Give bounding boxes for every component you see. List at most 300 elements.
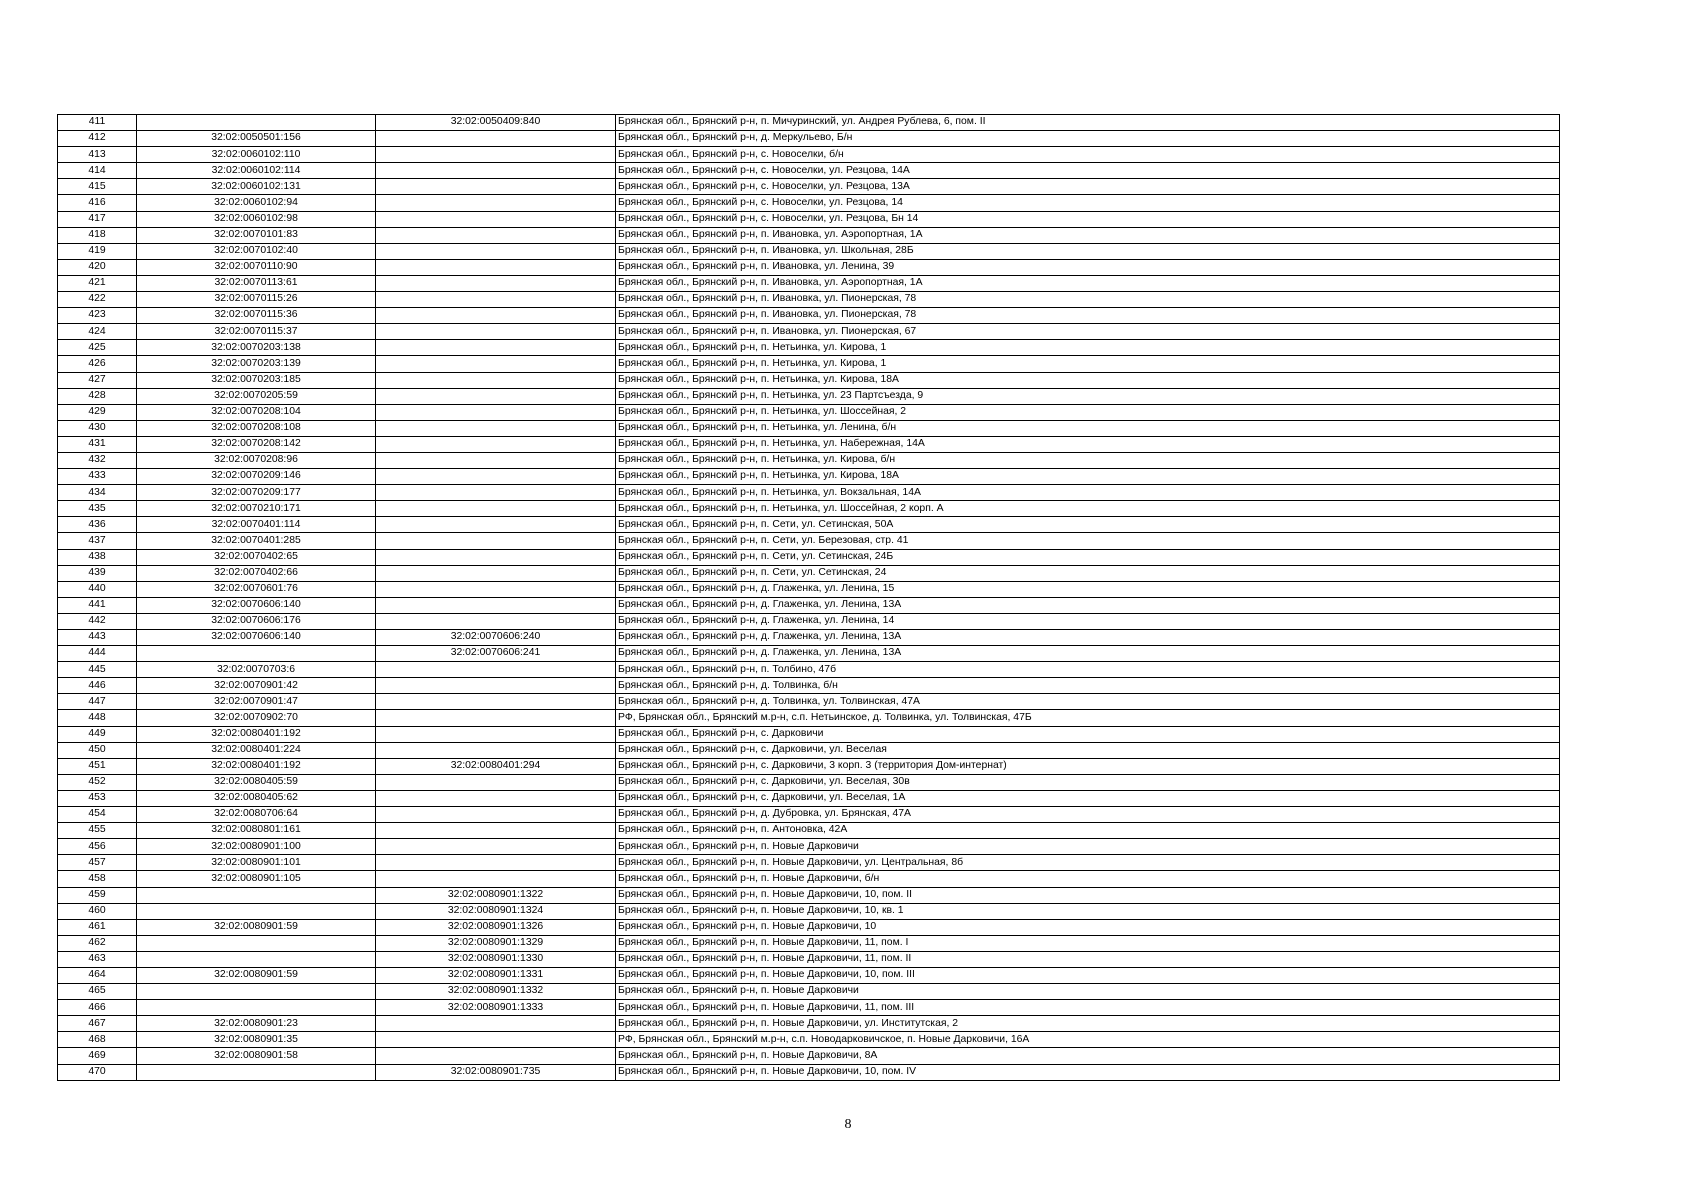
- row-number-cell: 443: [58, 630, 137, 646]
- address-cell: Брянская обл., Брянский р-н, п. Новые Дарковичи, 10, пом. II: [616, 887, 1560, 903]
- land-cadastral-number-cell: 32:02:0070401:285: [137, 533, 376, 549]
- row-number-cell: 448: [58, 710, 137, 726]
- table-row: [58, 694, 1560, 710]
- table-row: [58, 613, 1560, 629]
- object-cadastral-number-cell: [376, 259, 616, 275]
- address-cell: Брянская обл., Брянский р-н, п. Ивановка, ул. Пионерская, 78: [616, 292, 1560, 308]
- table-row: [58, 436, 1560, 452]
- address-cell: Брянская обл., Брянский р-н, п. Нетьинка, ул. Кирова, 18А: [616, 372, 1560, 388]
- land-cadastral-number-cell: 32:02:0080401:192: [137, 758, 376, 774]
- row-number-cell: 434: [58, 485, 137, 501]
- address-cell: Брянская обл., Брянский р-н, п. Новые Дарковичи: [616, 839, 1560, 855]
- table-row: [58, 485, 1560, 501]
- address-cell: Брянская обл., Брянский р-н, п. Новые Дарковичи, 11, пом. II: [616, 951, 1560, 967]
- row-number-cell: 453: [58, 790, 137, 806]
- address-cell: Брянская обл., Брянский р-н, п. Новые Дарковичи, ул. Институтская, 2: [616, 1016, 1560, 1032]
- row-number-cell: 470: [58, 1064, 137, 1080]
- row-number-cell: 422: [58, 292, 137, 308]
- object-cadastral-number-cell: [376, 839, 616, 855]
- land-cadastral-number-cell: 32:02:0080901:35: [137, 1032, 376, 1048]
- row-number-cell: 469: [58, 1048, 137, 1064]
- row-number-cell: 457: [58, 855, 137, 871]
- row-number-cell: 421: [58, 275, 137, 291]
- row-number-cell: 429: [58, 404, 137, 420]
- object-cadastral-number-cell: 32:02:0080901:1322: [376, 887, 616, 903]
- object-cadastral-number-cell: [376, 195, 616, 211]
- address-cell: Брянская обл., Брянский р-н, п. Ивановка, ул. Школьная, 28Б: [616, 243, 1560, 259]
- address-cell: Брянская обл., Брянский р-н, п. Новые Дарковичи, 8А: [616, 1048, 1560, 1064]
- land-cadastral-number-cell: 32:02:0080901:23: [137, 1016, 376, 1032]
- land-cadastral-number-cell: 32:02:0070902:70: [137, 710, 376, 726]
- object-cadastral-number-cell: [376, 1032, 616, 1048]
- table-row: [58, 1016, 1560, 1032]
- object-cadastral-number-cell: 32:02:0080901:1333: [376, 1000, 616, 1016]
- object-cadastral-number-cell: 32:02:0070606:241: [376, 646, 616, 662]
- land-cadastral-number-cell: 32:02:0070210:171: [137, 501, 376, 517]
- address-cell: Брянская обл., Брянский р-н, д. Глаженка, ул. Ленина, 13А: [616, 597, 1560, 613]
- object-cadastral-number-cell: [376, 388, 616, 404]
- land-cadastral-number-cell: [137, 903, 376, 919]
- address-cell: Брянская обл., Брянский р-н, п. Сети, ул. Сетинская, 50А: [616, 517, 1560, 533]
- land-cadastral-number-cell: [137, 935, 376, 951]
- table-row: [58, 758, 1560, 774]
- land-cadastral-number-cell: 32:02:0080901:100: [137, 839, 376, 855]
- address-cell: Брянская обл., Брянский р-н, с. Дарковичи, ул. Веселая, 1А: [616, 790, 1560, 806]
- land-cadastral-number-cell: 32:02:0070203:185: [137, 372, 376, 388]
- land-cadastral-number-cell: 32:02:0070401:114: [137, 517, 376, 533]
- address-cell: Брянская обл., Брянский р-н, с. Дарковичи, 3 корп. 3 (территория Дом-интернат): [616, 758, 1560, 774]
- row-number-cell: 442: [58, 613, 137, 629]
- table-row: [58, 324, 1560, 340]
- address-cell: Брянская обл., Брянский р-н, с. Дарковичи, ул. Веселая: [616, 742, 1560, 758]
- land-cadastral-number-cell: 32:02:0060102:131: [137, 179, 376, 195]
- table-row: [58, 742, 1560, 758]
- address-cell: Брянская обл., Брянский р-н, д. Глаженка, ул. Ленина, 15: [616, 581, 1560, 597]
- object-cadastral-number-cell: [376, 211, 616, 227]
- object-cadastral-number-cell: [376, 774, 616, 790]
- address-cell: Брянская обл., Брянский р-н, д. Глаженка, ул. Ленина, 13А: [616, 646, 1560, 662]
- address-cell: Брянская обл., Брянский р-н, с. Новоселки, ул. Резцова, Бн 14: [616, 211, 1560, 227]
- table-row: [58, 662, 1560, 678]
- row-number-cell: 466: [58, 1000, 137, 1016]
- object-cadastral-number-cell: [376, 517, 616, 533]
- address-cell: Брянская обл., Брянский р-н, д. Дубровка, ул. Брянская, 47А: [616, 807, 1560, 823]
- table-row: [58, 967, 1560, 983]
- object-cadastral-number-cell: [376, 823, 616, 839]
- object-cadastral-number-cell: [376, 726, 616, 742]
- table-row: [58, 147, 1560, 163]
- table-row: [58, 501, 1560, 517]
- object-cadastral-number-cell: [376, 871, 616, 887]
- object-cadastral-number-cell: [376, 1048, 616, 1064]
- land-cadastral-number-cell: 32:02:0070606:176: [137, 613, 376, 629]
- object-cadastral-number-cell: [376, 292, 616, 308]
- address-cell: Брянская обл., Брянский р-н, д. Толвинка, ул. Толвинская, 47А: [616, 694, 1560, 710]
- row-number-cell: 467: [58, 1016, 137, 1032]
- object-cadastral-number-cell: [376, 243, 616, 259]
- land-cadastral-number-cell: 32:02:0080901:101: [137, 855, 376, 871]
- table-row: [58, 533, 1560, 549]
- object-cadastral-number-cell: [376, 807, 616, 823]
- object-cadastral-number-cell: [376, 469, 616, 485]
- table-row: [58, 774, 1560, 790]
- land-cadastral-number-cell: 32:02:0070901:42: [137, 678, 376, 694]
- object-cadastral-number-cell: [376, 485, 616, 501]
- row-number-cell: 436: [58, 517, 137, 533]
- row-number-cell: 464: [58, 967, 137, 983]
- row-number-cell: 447: [58, 694, 137, 710]
- land-cadastral-number-cell: 32:02:0060102:110: [137, 147, 376, 163]
- table-row: [58, 1000, 1560, 1016]
- row-number-cell: 439: [58, 565, 137, 581]
- row-number-cell: 428: [58, 388, 137, 404]
- address-cell: Брянская обл., Брянский р-н, с. Новоселки, ул. Резцова, 14А: [616, 163, 1560, 179]
- address-cell: Брянская обл., Брянский р-н, п. Толбино, 47б: [616, 662, 1560, 678]
- land-cadastral-number-cell: 32:02:0070601:76: [137, 581, 376, 597]
- row-number-cell: 419: [58, 243, 137, 259]
- address-cell: Брянская обл., Брянский р-н, п. Нетьинка, ул. Вокзальная, 14А: [616, 485, 1560, 501]
- table-row: [58, 984, 1560, 1000]
- land-cadastral-number-cell: 32:02:0070205:59: [137, 388, 376, 404]
- table-row: [58, 372, 1560, 388]
- land-cadastral-number-cell: [137, 887, 376, 903]
- address-cell: Брянская обл., Брянский р-н, с. Новоселки, ул. Резцова, 14: [616, 195, 1560, 211]
- object-cadastral-number-cell: 32:02:0080901:1329: [376, 935, 616, 951]
- land-cadastral-number-cell: 32:02:0080901:58: [137, 1048, 376, 1064]
- address-cell: Брянская обл., Брянский р-н, п. Нетьинка, ул. Кирова, 1: [616, 356, 1560, 372]
- land-cadastral-number-cell: [137, 646, 376, 662]
- table-row: [58, 115, 1560, 131]
- row-number-cell: 433: [58, 469, 137, 485]
- row-number-cell: 445: [58, 662, 137, 678]
- land-cadastral-number-cell: 32:02:0080405:59: [137, 774, 376, 790]
- address-cell: Брянская обл., Брянский р-н, с. Дарковичи, ул. Веселая, 30в: [616, 774, 1560, 790]
- row-number-cell: 414: [58, 163, 137, 179]
- object-cadastral-number-cell: [376, 581, 616, 597]
- land-cadastral-number-cell: 32:02:0060102:114: [137, 163, 376, 179]
- table-row: [58, 1064, 1560, 1080]
- object-cadastral-number-cell: [376, 275, 616, 291]
- land-cadastral-number-cell: 32:02:0080401:192: [137, 726, 376, 742]
- table-row: [58, 195, 1560, 211]
- address-cell: РФ, Брянская обл., Брянский м.р-н, с.п. Новодарковичское, п. Новые Дарковичи, 16А: [616, 1032, 1560, 1048]
- row-number-cell: 458: [58, 871, 137, 887]
- object-cadastral-number-cell: [376, 694, 616, 710]
- property-table: [57, 114, 1560, 1081]
- land-cadastral-number-cell: 32:02:0070115:37: [137, 324, 376, 340]
- address-cell: Брянская обл., Брянский р-н, п. Новые Дарковичи, б/н: [616, 871, 1560, 887]
- row-number-cell: 435: [58, 501, 137, 517]
- land-cadastral-number-cell: [137, 984, 376, 1000]
- object-cadastral-number-cell: [376, 404, 616, 420]
- table-row: [58, 726, 1560, 742]
- land-cadastral-number-cell: 32:02:0080901:105: [137, 871, 376, 887]
- row-number-cell: 441: [58, 597, 137, 613]
- object-cadastral-number-cell: [376, 227, 616, 243]
- address-cell: Брянская обл., Брянский р-н, п. Нетьинка, ул. Кирова, 1: [616, 340, 1560, 356]
- row-number-cell: 454: [58, 807, 137, 823]
- table-row: [58, 1032, 1560, 1048]
- row-number-cell: 438: [58, 549, 137, 565]
- row-number-cell: 468: [58, 1032, 137, 1048]
- table-row: [58, 163, 1560, 179]
- land-cadastral-number-cell: 32:02:0080901:59: [137, 919, 376, 935]
- address-cell: Брянская обл., Брянский р-н, п. Антоновка, 42А: [616, 823, 1560, 839]
- land-cadastral-number-cell: 32:02:0070606:140: [137, 597, 376, 613]
- table-row: [58, 549, 1560, 565]
- table-row: [58, 452, 1560, 468]
- address-cell: Брянская обл., Брянский р-н, д. Толвинка, б/н: [616, 678, 1560, 694]
- address-cell: Брянская обл., Брянский р-н, п. Новые Дарковичи, ул. Центральная, 8б: [616, 855, 1560, 871]
- address-cell: Брянская обл., Брянский р-н, с. Дарковичи: [616, 726, 1560, 742]
- address-cell: Брянская обл., Брянский р-н, п. Сети, ул. Березовая, стр. 41: [616, 533, 1560, 549]
- land-cadastral-number-cell: 32:02:0070115:26: [137, 292, 376, 308]
- row-number-cell: 455: [58, 823, 137, 839]
- object-cadastral-number-cell: 32:02:0080901:735: [376, 1064, 616, 1080]
- land-cadastral-number-cell: 32:02:0070208:142: [137, 436, 376, 452]
- row-number-cell: 450: [58, 742, 137, 758]
- object-cadastral-number-cell: 32:02:0080401:294: [376, 758, 616, 774]
- address-cell: Брянская обл., Брянский р-н, д. Глаженка, ул. Ленина, 13А: [616, 630, 1560, 646]
- land-cadastral-number-cell: [137, 1000, 376, 1016]
- object-cadastral-number-cell: [376, 372, 616, 388]
- row-number-cell: 427: [58, 372, 137, 388]
- address-cell: Брянская обл., Брянский р-н, д. Меркульево, Б/н: [616, 131, 1560, 147]
- row-number-cell: 417: [58, 211, 137, 227]
- address-cell: Брянская обл., Брянский р-н, п. Новые Дарковичи, 10, пом. IV: [616, 1064, 1560, 1080]
- object-cadastral-number-cell: 32:02:0080901:1330: [376, 951, 616, 967]
- table-row: [58, 243, 1560, 259]
- object-cadastral-number-cell: [376, 855, 616, 871]
- object-cadastral-number-cell: [376, 356, 616, 372]
- address-cell: Брянская обл., Брянский р-н, п. Нетьинка, ул. 23 Партсъезда, 9: [616, 388, 1560, 404]
- row-number-cell: 430: [58, 420, 137, 436]
- table-row: [58, 404, 1560, 420]
- address-cell: Брянская обл., Брянский р-н, п. Ивановка, ул. Пионерская, 78: [616, 308, 1560, 324]
- table-row: [58, 790, 1560, 806]
- land-cadastral-number-cell: 32:02:0050501:156: [137, 131, 376, 147]
- table-row: [58, 887, 1560, 903]
- address-cell: Брянская обл., Брянский р-н, п. Ивановка, ул. Ленина, 39: [616, 259, 1560, 275]
- table-row: [58, 903, 1560, 919]
- row-number-cell: 446: [58, 678, 137, 694]
- table-row: [58, 469, 1560, 485]
- land-cadastral-number-cell: 32:02:0080405:62: [137, 790, 376, 806]
- address-cell: Брянская обл., Брянский р-н, п. Ивановка, ул. Аэропортная, 1А: [616, 227, 1560, 243]
- object-cadastral-number-cell: [376, 324, 616, 340]
- table-row: [58, 275, 1560, 291]
- table-row: [58, 388, 1560, 404]
- land-cadastral-number-cell: 32:02:0070209:177: [137, 485, 376, 501]
- table-row: [58, 807, 1560, 823]
- row-number-cell: 460: [58, 903, 137, 919]
- object-cadastral-number-cell: [376, 308, 616, 324]
- object-cadastral-number-cell: [376, 147, 616, 163]
- object-cadastral-number-cell: [376, 420, 616, 436]
- address-cell: Брянская обл., Брянский р-н, п. Новые Дарковичи, 10: [616, 919, 1560, 935]
- land-cadastral-number-cell: [137, 1064, 376, 1080]
- object-cadastral-number-cell: [376, 613, 616, 629]
- object-cadastral-number-cell: [376, 501, 616, 517]
- object-cadastral-number-cell: [376, 742, 616, 758]
- land-cadastral-number-cell: 32:02:0080801:161: [137, 823, 376, 839]
- object-cadastral-number-cell: [376, 790, 616, 806]
- object-cadastral-number-cell: [376, 131, 616, 147]
- land-cadastral-number-cell: 32:02:0070203:138: [137, 340, 376, 356]
- row-number-cell: 418: [58, 227, 137, 243]
- object-cadastral-number-cell: [376, 710, 616, 726]
- row-number-cell: 432: [58, 452, 137, 468]
- table-row: [58, 935, 1560, 951]
- land-cadastral-number-cell: 32:02:0070203:139: [137, 356, 376, 372]
- land-cadastral-number-cell: 32:02:0070209:146: [137, 469, 376, 485]
- object-cadastral-number-cell: 32:02:0050409:840: [376, 115, 616, 131]
- land-cadastral-number-cell: 32:02:0070101:83: [137, 227, 376, 243]
- table-row: [58, 871, 1560, 887]
- land-cadastral-number-cell: 32:02:0070208:104: [137, 404, 376, 420]
- object-cadastral-number-cell: [376, 597, 616, 613]
- address-cell: Брянская обл., Брянский р-н, п. Нетьинка, ул. Кирова, б/н: [616, 452, 1560, 468]
- address-cell: Брянская обл., Брянский р-н, п. Нетьинка, ул. Набережная, 14А: [616, 436, 1560, 452]
- land-cadastral-number-cell: 32:02:0070606:140: [137, 630, 376, 646]
- object-cadastral-number-cell: [376, 436, 616, 452]
- row-number-cell: 461: [58, 919, 137, 935]
- land-cadastral-number-cell: 32:02:0070102:40: [137, 243, 376, 259]
- table-row: [58, 855, 1560, 871]
- address-cell: Брянская обл., Брянский р-н, п. Нетьинка, ул. Ленина, б/н: [616, 420, 1560, 436]
- address-cell: Брянская обл., Брянский р-н, п. Ивановка, ул. Аэропортная, 1А: [616, 275, 1560, 291]
- object-cadastral-number-cell: [376, 179, 616, 195]
- land-cadastral-number-cell: 32:02:0070901:47: [137, 694, 376, 710]
- address-cell: Брянская обл., Брянский р-н, п. Нетьинка, ул. Шоссейная, 2: [616, 404, 1560, 420]
- row-number-cell: 415: [58, 179, 137, 195]
- address-cell: Брянская обл., Брянский р-н, п. Новые Дарковичи, 11, пом. I: [616, 935, 1560, 951]
- row-number-cell: 413: [58, 147, 137, 163]
- row-number-cell: 425: [58, 340, 137, 356]
- row-number-cell: 426: [58, 356, 137, 372]
- page-number: 8: [844, 1117, 852, 1132]
- address-cell: Брянская обл., Брянский р-н, с. Новоселки, б/н: [616, 147, 1560, 163]
- object-cadastral-number-cell: [376, 565, 616, 581]
- address-cell: Брянская обл., Брянский р-н, п. Мичуринский, ул. Андрея Рублева, 6, пом. II: [616, 115, 1560, 131]
- object-cadastral-number-cell: [376, 340, 616, 356]
- table-row: [58, 646, 1560, 662]
- address-cell: Брянская обл., Брянский р-н, п. Новые Дарковичи, 11, пом. III: [616, 1000, 1560, 1016]
- address-cell: Брянская обл., Брянский р-н, п. Сети, ул. Сетинская, 24Б: [616, 549, 1560, 565]
- row-number-cell: 424: [58, 324, 137, 340]
- table-row: [58, 823, 1560, 839]
- row-number-cell: 437: [58, 533, 137, 549]
- object-cadastral-number-cell: [376, 1016, 616, 1032]
- row-number-cell: 451: [58, 758, 137, 774]
- row-number-cell: 440: [58, 581, 137, 597]
- row-number-cell: 423: [58, 308, 137, 324]
- address-cell: Брянская обл., Брянский р-н, п. Новые Дарковичи, 10, кв. 1: [616, 903, 1560, 919]
- table-row: [58, 678, 1560, 694]
- row-number-cell: 420: [58, 259, 137, 275]
- object-cadastral-number-cell: [376, 452, 616, 468]
- object-cadastral-number-cell: 32:02:0080901:1331: [376, 967, 616, 983]
- land-cadastral-number-cell: 32:02:0070208:96: [137, 452, 376, 468]
- object-cadastral-number-cell: [376, 549, 616, 565]
- address-cell: Брянская обл., Брянский р-н, п. Ивановка, ул. Пионерская, 67: [616, 324, 1560, 340]
- land-cadastral-number-cell: 32:02:0080901:59: [137, 967, 376, 983]
- land-cadastral-number-cell: [137, 115, 376, 131]
- row-number-cell: 463: [58, 951, 137, 967]
- table-row: [58, 565, 1560, 581]
- row-number-cell: 462: [58, 935, 137, 951]
- table-row: [58, 292, 1560, 308]
- table-row: [58, 356, 1560, 372]
- row-number-cell: 412: [58, 131, 137, 147]
- row-number-cell: 465: [58, 984, 137, 1000]
- land-cadastral-number-cell: 32:02:0070115:36: [137, 308, 376, 324]
- row-number-cell: 431: [58, 436, 137, 452]
- land-cadastral-number-cell: 32:02:0070113:61: [137, 275, 376, 291]
- land-cadastral-number-cell: [137, 951, 376, 967]
- table-row: [58, 951, 1560, 967]
- table-row: [58, 517, 1560, 533]
- address-cell: Брянская обл., Брянский р-н, п. Нетьинка, ул. Кирова, 18А: [616, 469, 1560, 485]
- address-cell: Брянская обл., Брянский р-н, п. Новые Дарковичи: [616, 984, 1560, 1000]
- object-cadastral-number-cell: 32:02:0080901:1324: [376, 903, 616, 919]
- land-cadastral-number-cell: 32:02:0060102:94: [137, 195, 376, 211]
- table-row: [58, 1048, 1560, 1064]
- table-row: [58, 308, 1560, 324]
- table-row: [58, 179, 1560, 195]
- table-row: [58, 340, 1560, 356]
- table-row: [58, 420, 1560, 436]
- row-number-cell: 444: [58, 646, 137, 662]
- table-row: [58, 227, 1560, 243]
- object-cadastral-number-cell: 32:02:0070606:240: [376, 630, 616, 646]
- table-row: [58, 710, 1560, 726]
- land-cadastral-number-cell: 32:02:0070208:108: [137, 420, 376, 436]
- row-number-cell: 452: [58, 774, 137, 790]
- object-cadastral-number-cell: [376, 678, 616, 694]
- address-cell: Брянская обл., Брянский р-н, п. Сети, ул. Сетинская, 24: [616, 565, 1560, 581]
- object-cadastral-number-cell: [376, 662, 616, 678]
- row-number-cell: 459: [58, 887, 137, 903]
- object-cadastral-number-cell: 32:02:0080901:1326: [376, 919, 616, 935]
- land-cadastral-number-cell: 32:02:0070402:66: [137, 565, 376, 581]
- land-cadastral-number-cell: 32:02:0080706:64: [137, 807, 376, 823]
- land-cadastral-number-cell: 32:02:0070110:90: [137, 259, 376, 275]
- object-cadastral-number-cell: 32:02:0080901:1332: [376, 984, 616, 1000]
- address-cell: Брянская обл., Брянский р-н, д. Глаженка, ул. Ленина, 14: [616, 613, 1560, 629]
- table-row: [58, 259, 1560, 275]
- address-cell: РФ, Брянская обл., Брянский м.р-н, с.п. Нетьинское, д. Толвинка, ул. Толвинская, 47Б: [616, 710, 1560, 726]
- address-cell: Брянская обл., Брянский р-н, с. Новоселки, ул. Резцова, 13А: [616, 179, 1560, 195]
- row-number-cell: 416: [58, 195, 137, 211]
- table-row: [58, 597, 1560, 613]
- table-row: [58, 630, 1560, 646]
- table-row: [58, 211, 1560, 227]
- row-number-cell: 411: [58, 115, 137, 131]
- land-cadastral-number-cell: 32:02:0070402:65: [137, 549, 376, 565]
- table-row: [58, 131, 1560, 147]
- land-cadastral-number-cell: 32:02:0080401:224: [137, 742, 376, 758]
- address-cell: Брянская обл., Брянский р-н, п. Нетьинка, ул. Шоссейная, 2 корп. А: [616, 501, 1560, 517]
- row-number-cell: 456: [58, 839, 137, 855]
- table-row: [58, 919, 1560, 935]
- land-cadastral-number-cell: 32:02:0070703:6: [137, 662, 376, 678]
- object-cadastral-number-cell: [376, 163, 616, 179]
- row-number-cell: 449: [58, 726, 137, 742]
- object-cadastral-number-cell: [376, 533, 616, 549]
- address-cell: Брянская обл., Брянский р-н, п. Новые Дарковичи, 10, пом. III: [616, 967, 1560, 983]
- table-row: [58, 581, 1560, 597]
